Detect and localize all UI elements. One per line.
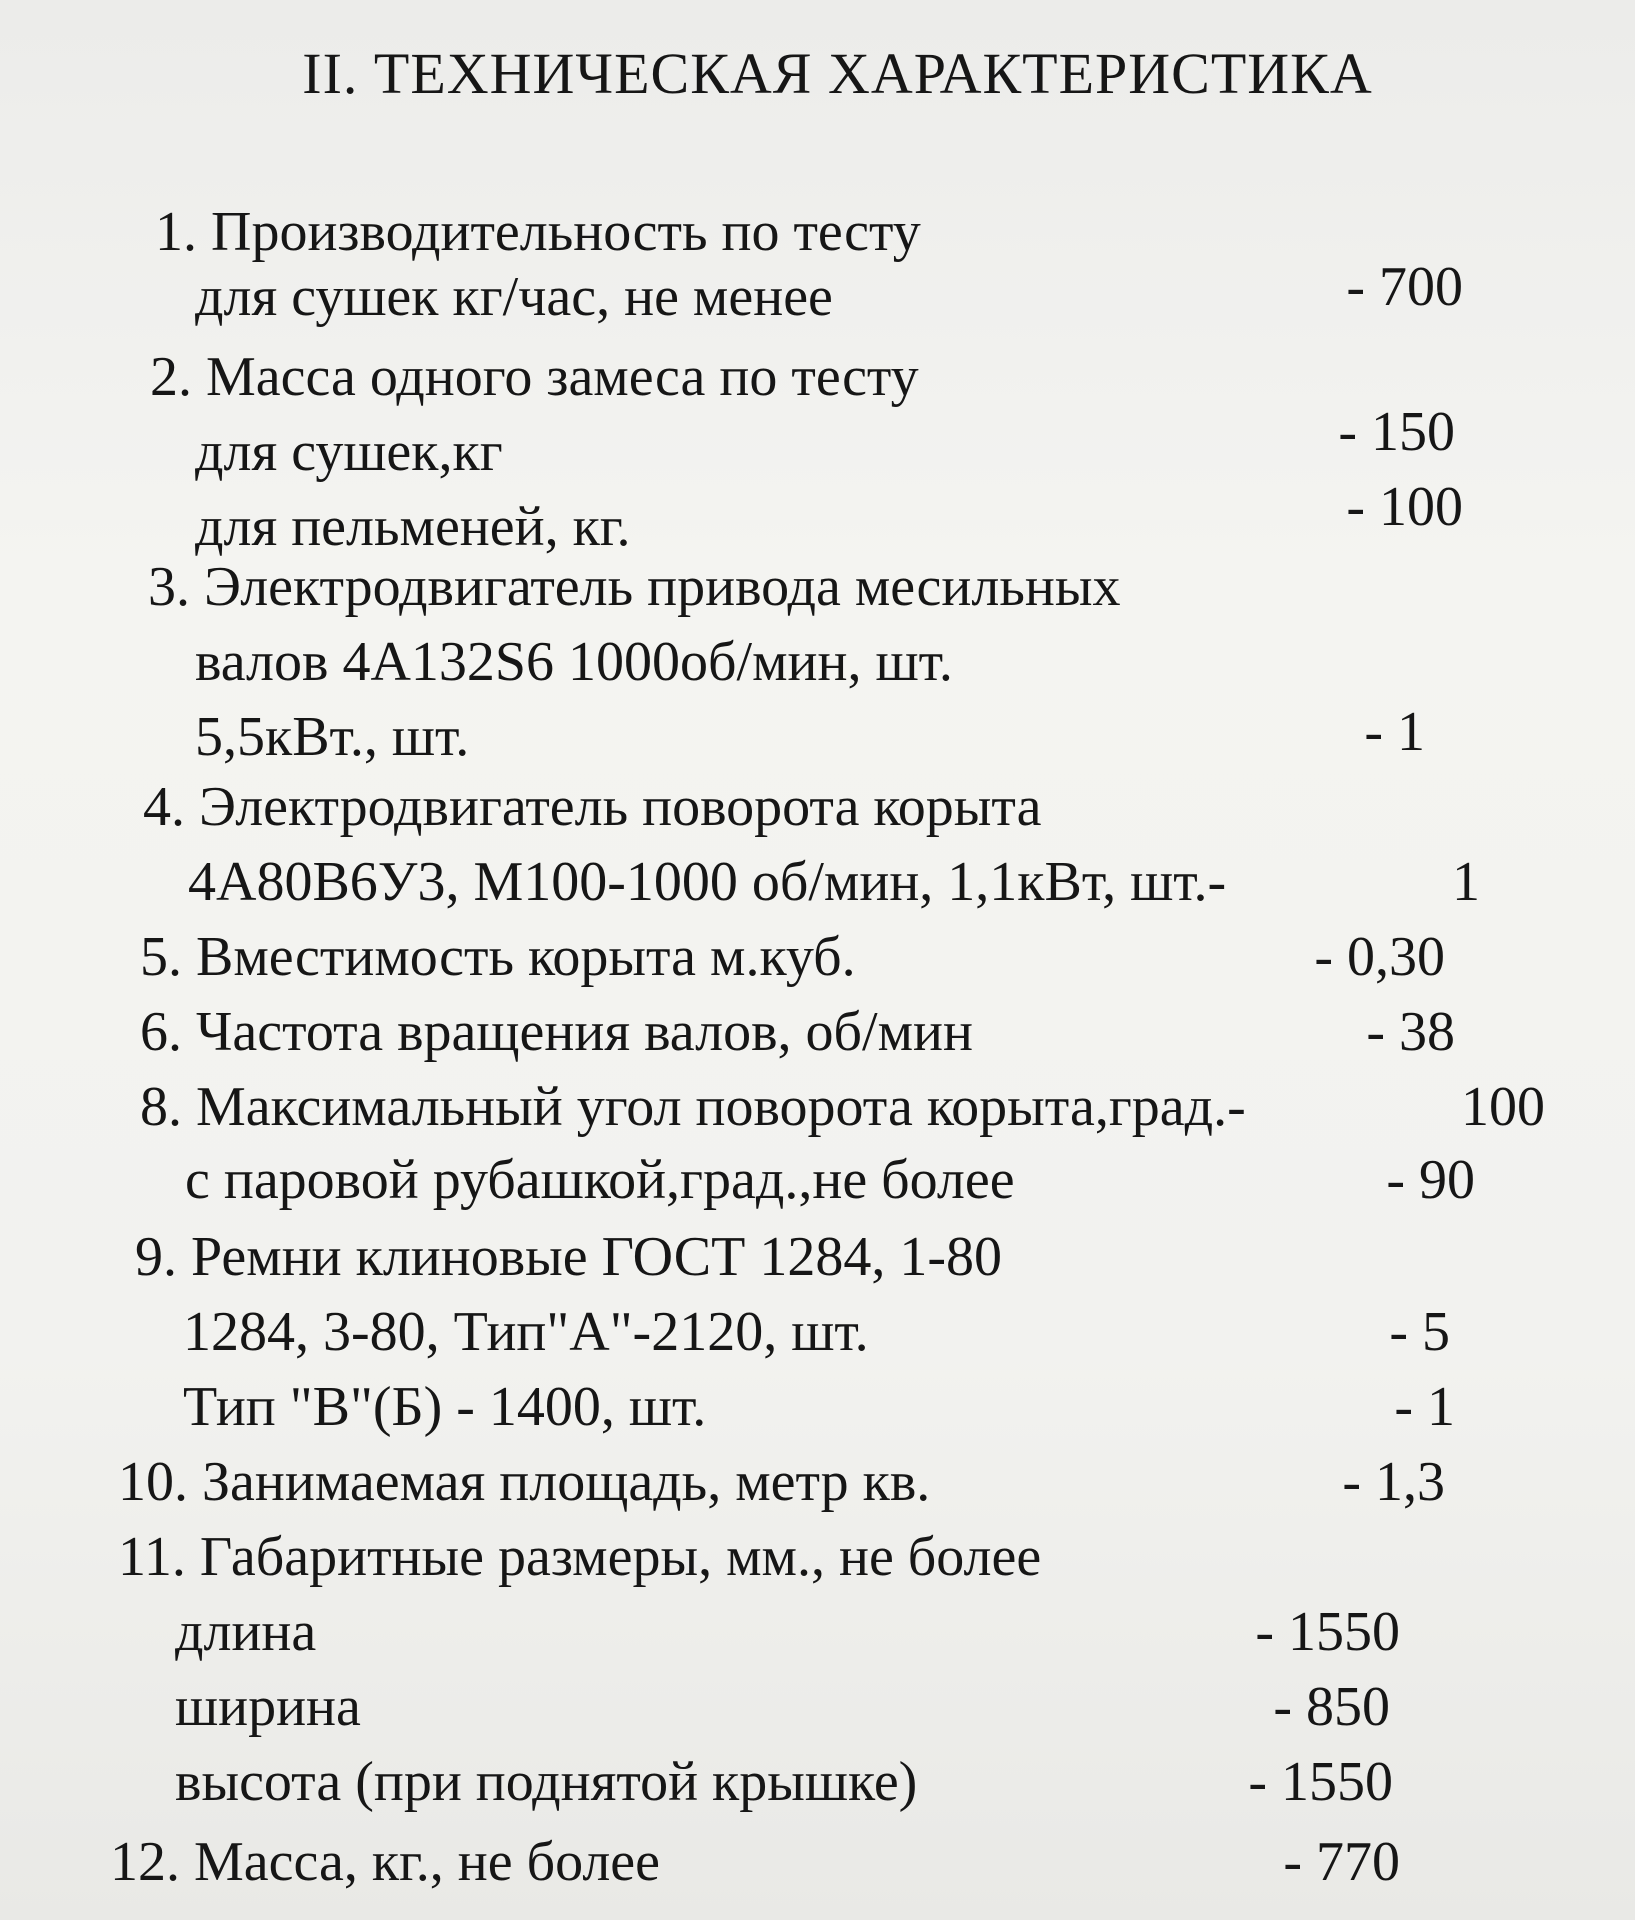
spec-line-value: - 1550 [1255,1601,1400,1663]
spec-line-value: - 0,30 [1314,926,1445,988]
spec-line-text: 11. Габаритные размеры, мм., не более [118,1526,1042,1588]
spec-line-value: - 1550 [1248,1751,1393,1813]
spec-line-text: длина [175,1601,317,1663]
spec-line-value: - 770 [1283,1831,1400,1893]
spec-line-value: - 100 [1346,476,1463,538]
spec-line-text: 8. Максимальный угол поворота корыта,град.- [140,1076,1246,1138]
spec-line-text: 1. Производительность по тесту [155,201,921,263]
spec-line-value: 100 [1461,1076,1545,1138]
spec-line-value: - 90 [1386,1149,1475,1211]
spec-line-text: 3. Электродвигатель привода месильных [148,556,1121,618]
spec-line-value: - 38 [1366,1001,1455,1063]
spec-line-text: 5,5кВт., шт. [195,706,470,768]
spec-line-text: 2. Масса одного замеса по тесту [150,346,919,408]
spec-line-text: валов 4А132S6 1000об/мин, шт. [195,631,953,693]
spec-line-text: для сушек кг/час, не менее [195,266,833,328]
spec-line-text: 12. Масса, кг., не более [110,1831,660,1893]
spec-line-value: 1 [1452,851,1480,913]
spec-line-text: 10. Занимаемая площадь, метр кв. [118,1451,931,1513]
spec-line-text: Тип "В"(Б) - 1400, шт. [183,1376,707,1438]
spec-line-text: 1284, 3-80, Тип"А"-2120, шт. [183,1301,869,1363]
spec-line-text: 5. Вместимость корыта м.куб. [140,926,856,988]
spec-line-value: - 700 [1346,256,1463,318]
spec-line-value: - 150 [1338,401,1455,463]
spec-line-value: - 850 [1273,1676,1390,1738]
spec-line-text: для сушек,кг [195,421,503,483]
spec-line-text: ширина [175,1676,361,1738]
spec-line-value: - 1,3 [1342,1451,1445,1513]
spec-line-text: 9. Ремни клиновые ГОСТ 1284, 1-80 [135,1226,1002,1288]
spec-line-value: - 1 [1394,1376,1455,1438]
document-title: II. ТЕХНИЧЕСКАЯ ХАРАКТЕРИСТИКА [302,41,1373,106]
spec-line-value: - 1 [1364,701,1425,763]
spec-line-text: 6. Частота вращения валов, об/мин [140,1001,973,1063]
spec-line-text: с паровой рубашкой,град.,не более [185,1149,1015,1211]
spec-line-text: высота (при поднятой крышке) [175,1751,918,1813]
spec-line-text: 4. Электродвигатель поворота корыта [143,776,1042,838]
spec-line-text: для пельменей, кг. [195,496,631,558]
spec-line-value: - 5 [1389,1301,1450,1363]
spec-line-text: 4А80В6У3, М100-1000 об/мин, 1,1кВт, шт.- [188,851,1227,913]
